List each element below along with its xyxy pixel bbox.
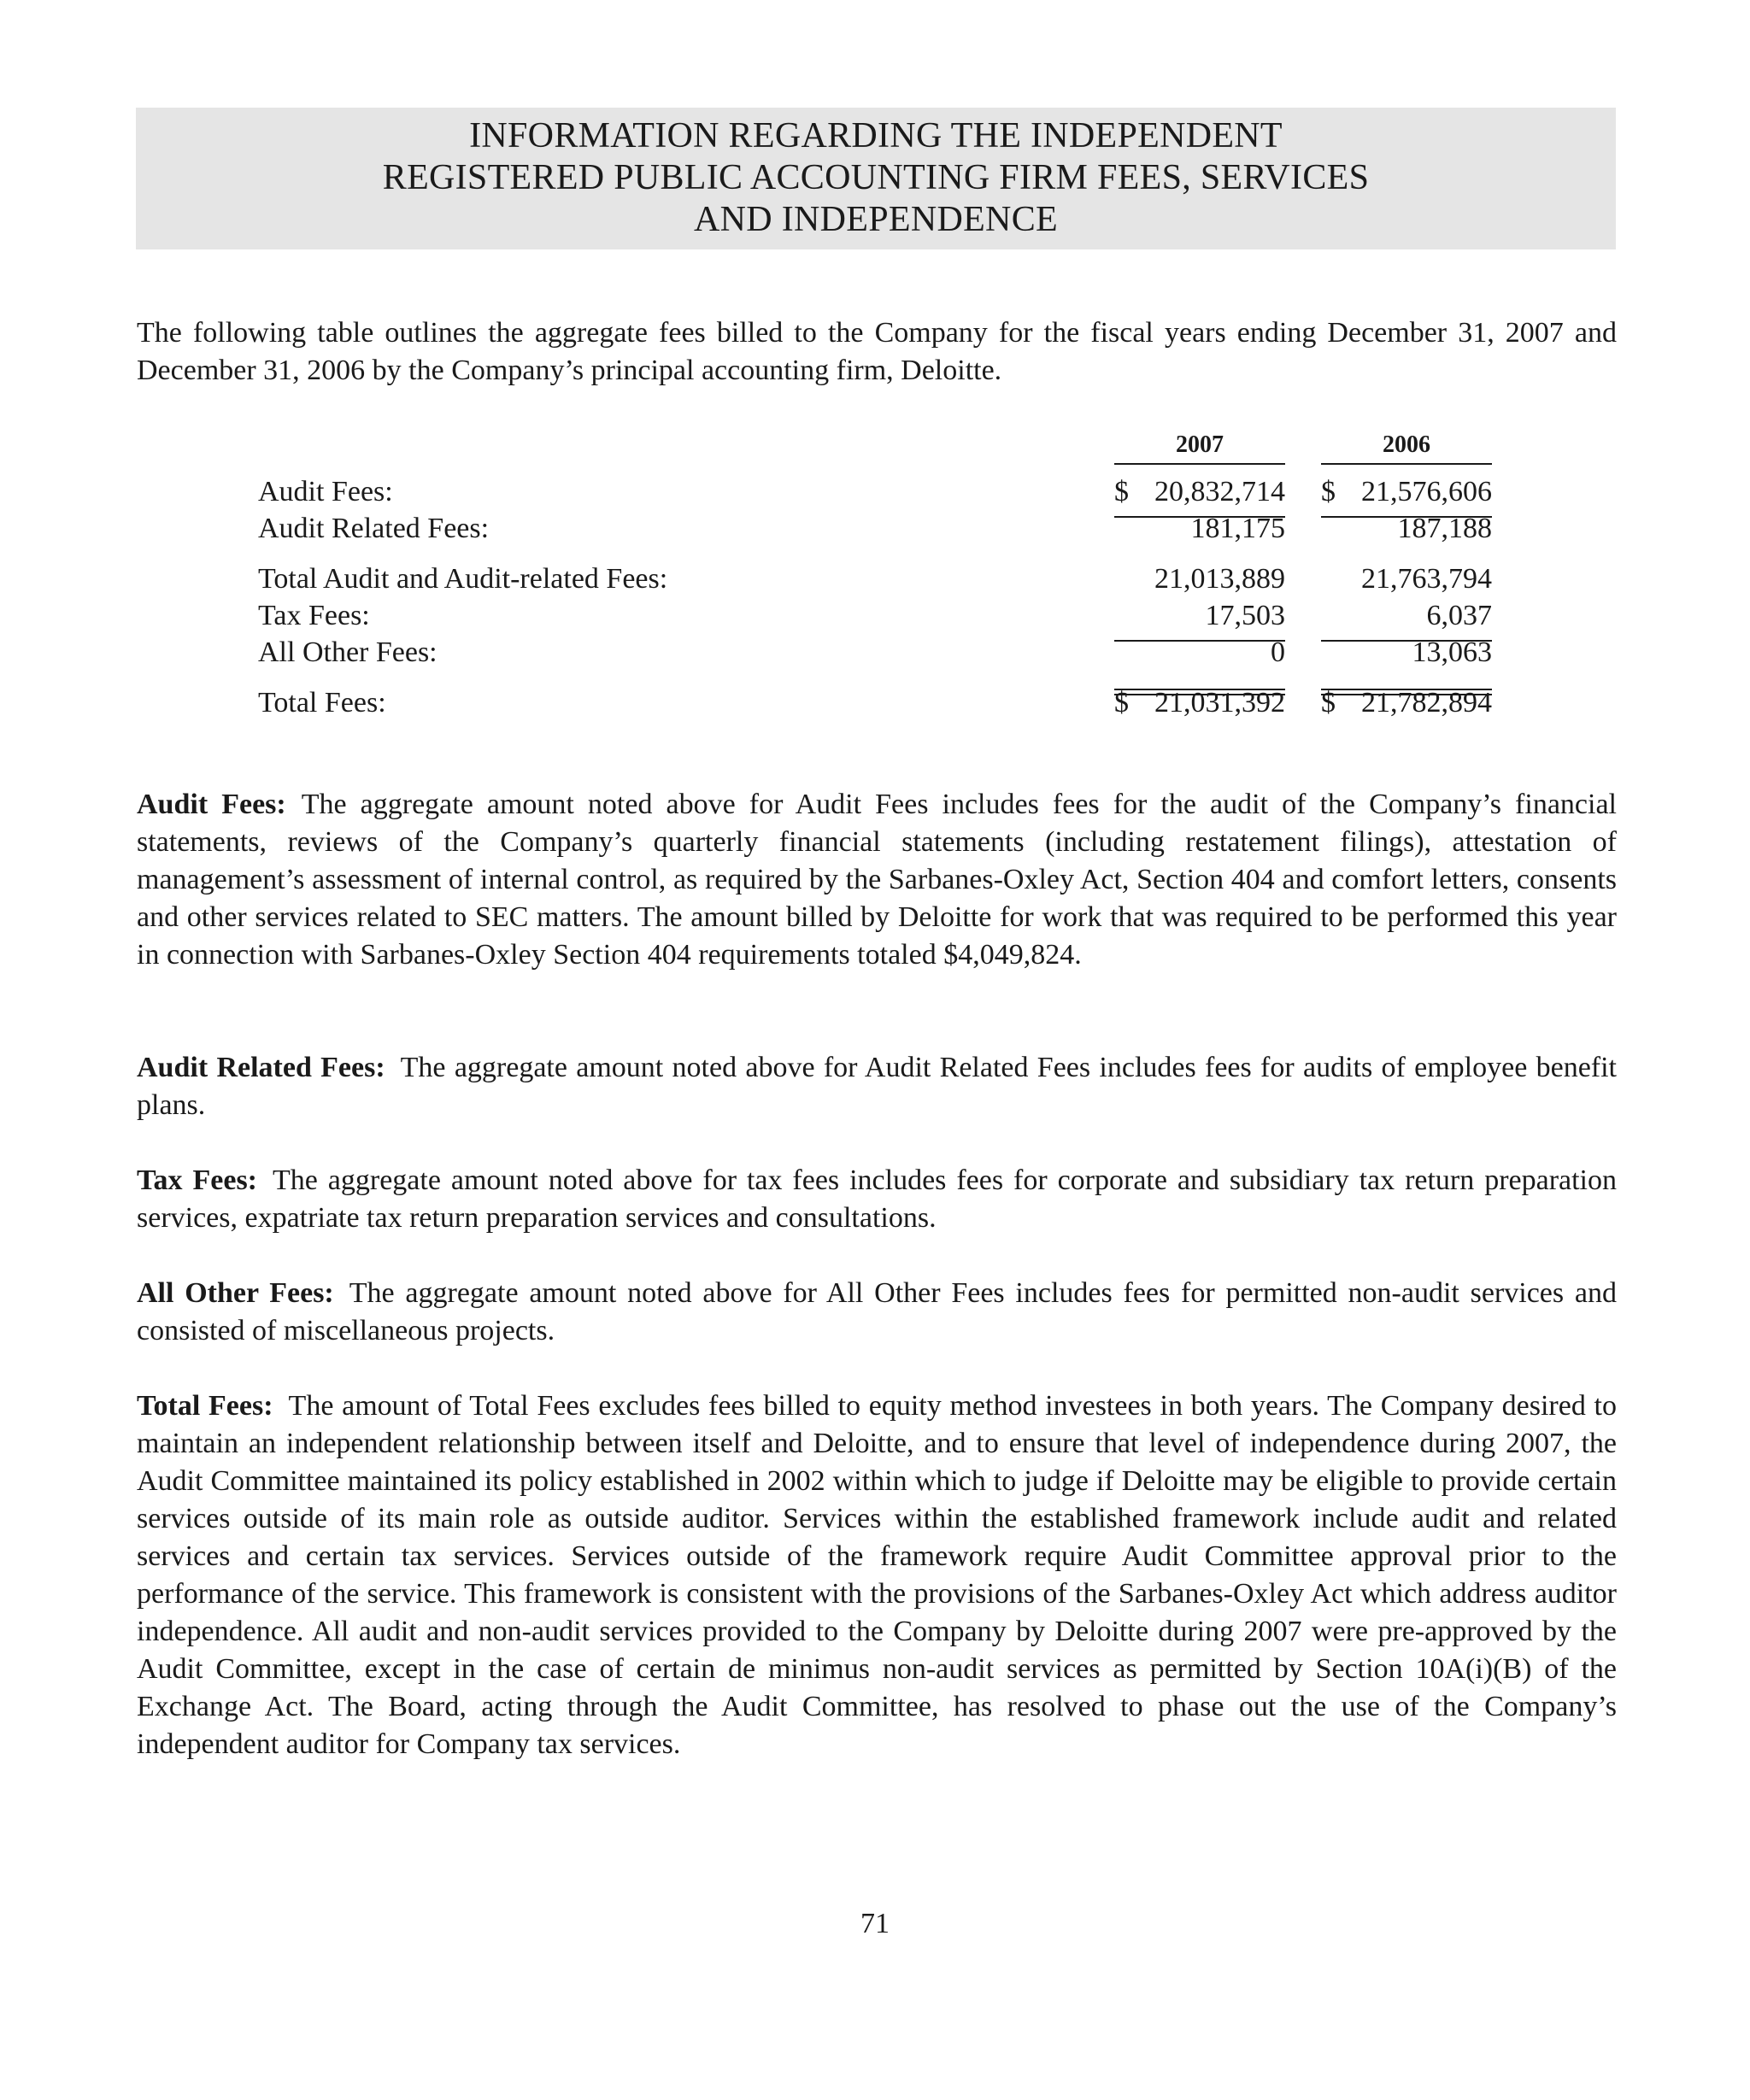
section-title-banner (136, 108, 1616, 249)
paragraph-heading: Audit Fees: (137, 789, 286, 820)
amount: 17,503 (1205, 600, 1285, 631)
table-row-total-fees (258, 683, 1494, 719)
paragraph-text: The aggregate amount noted above for tax fees includes fees for corporate and subsidiary tax return preparation services, expatriate tax return preparation services and consultations. (137, 1164, 1618, 1234)
header-underline-2006 (1321, 463, 1492, 465)
row-label: Audit Related Fees: (258, 513, 490, 544)
amount: 187,188 (1397, 513, 1492, 544)
table-header (258, 422, 1494, 464)
row-label: Audit Fees: (258, 476, 393, 507)
paragraph-text: The aggregate amount noted above for All Other Fees includes fees for permitted non-audit services and consisted of miscellaneous projects. (137, 1277, 1617, 1346)
paragraph-heading: Total Fees: (137, 1390, 273, 1422)
section-title-line-2: REGISTERED PUBLIC ACCOUNTING FIRM FEES, SERVICES (382, 158, 1370, 197)
currency-symbol: $ (1114, 476, 1129, 507)
total-double-rule (1321, 689, 1492, 695)
column-header-2007: 2007 (1176, 431, 1224, 458)
amount: 21,782,894 (1361, 687, 1492, 719)
currency-symbol: $ (1321, 687, 1336, 719)
paragraph-text: The aggregate amount noted above for Audit Related Fees includes fees for audits of employee benefit plans. (137, 1052, 1617, 1121)
amount: 21,031,392 (1154, 687, 1285, 719)
section-title-line-3: AND INDEPENDENCE (694, 200, 1058, 239)
fees-table (258, 422, 1494, 719)
audit-related-fees-paragraph (137, 1049, 1617, 1124)
table-row-total-audit-related (258, 559, 1494, 595)
table-row-tax-fees (258, 595, 1494, 632)
currency-symbol: $ (1321, 476, 1336, 507)
section-title-line-1: INFORMATION REGARDING THE INDEPENDENT (469, 116, 1283, 155)
paragraph-heading: Tax Fees: (137, 1164, 257, 1196)
row-label: Tax Fees: (258, 600, 370, 631)
subtotal-rule (1114, 640, 1285, 642)
amount: 0 (1271, 636, 1285, 668)
amount: 21,576,606 (1361, 476, 1492, 507)
table-row-audit-fees (258, 472, 1494, 508)
tax-fees-paragraph (137, 1162, 1617, 1237)
total-fees-paragraph (137, 1387, 1617, 1763)
currency-symbol: $ (1114, 687, 1129, 719)
total-double-rule (1114, 689, 1285, 695)
subtotal-rule (1321, 516, 1492, 518)
row-label: All Other Fees: (258, 636, 438, 668)
subtotal-rule (1321, 640, 1492, 642)
amount: 21,013,889 (1154, 563, 1285, 595)
row-label: Total Fees: (258, 687, 386, 719)
amount: 181,175 (1190, 513, 1285, 544)
intro-paragraph: The following table outlines the aggregate fees billed to the Company for the fiscal years ending December 31, 2007 and December 31, 2006 by the Company’s principal accounting firm, Deloitte. (137, 317, 1617, 386)
header-underline-2007 (1114, 463, 1285, 465)
page-number: 71 (860, 1908, 890, 1939)
table-row-audit-related-fees (258, 508, 1494, 545)
paragraph-heading: Audit Related Fees: (137, 1052, 385, 1083)
all-other-fees-paragraph (137, 1275, 1617, 1350)
subtotal-rule (1114, 516, 1285, 518)
amount: 21,763,794 (1361, 563, 1492, 595)
amount: 13,063 (1412, 636, 1492, 668)
table-row-all-other-fees (258, 632, 1494, 669)
paragraph-text: The aggregate amount noted above for Audit Fees includes fees for the audit of the Company’s financial statements, reviews of the Company’s quarterly financial statements (including restatement filings), attestation of management’s assessment of internal control, as required by the Sarbanes-Oxley Act, Section 404 and comfort letters, consents and other services related to SEC matters. The amount billed by Deloitte for work that was required to be performed this year in connection with Sarbanes-Oxley Section 404 requirements totaled $4,049,824. (137, 789, 1617, 971)
paragraph-heading: All Other Fees: (137, 1277, 334, 1309)
paragraph-text: The amount of Total Fees excludes fees billed to equity method investees in both years. The Company desired to maintain an independent relationship between itself and Deloitte, and to ensure that level of independence during 2007, the Audit Committee maintained its policy established in 2002 within which to judge if Deloitte may be eligible to provide certain services outside of its main role as outside auditor. Services within the established framework include audit and related services and certain tax services. Services outside of the framework require Audit Committee approval prior to the performance of the service. This framework is consistent with the provisions of the Sarbanes-Oxley Act which address auditor independence. All audit and non-audit services provided to the Company by Deloitte during 2007 were pre-approved by the Audit Committee, except in the case of certain de minimus non-audit services as permitted by Section 10A(i)(B) of the Exchange Act. The Board, acting through the Audit Committee, has resolved to phase out the use of the Company’s independent auditor for Company tax services. (137, 1390, 1617, 1760)
audit-fees-paragraph (137, 786, 1617, 974)
row-label: Total Audit and Audit-related Fees: (258, 563, 668, 595)
amount: 20,832,714 (1154, 476, 1285, 507)
column-header-2006: 2006 (1383, 431, 1430, 458)
amount: 6,037 (1426, 600, 1492, 631)
